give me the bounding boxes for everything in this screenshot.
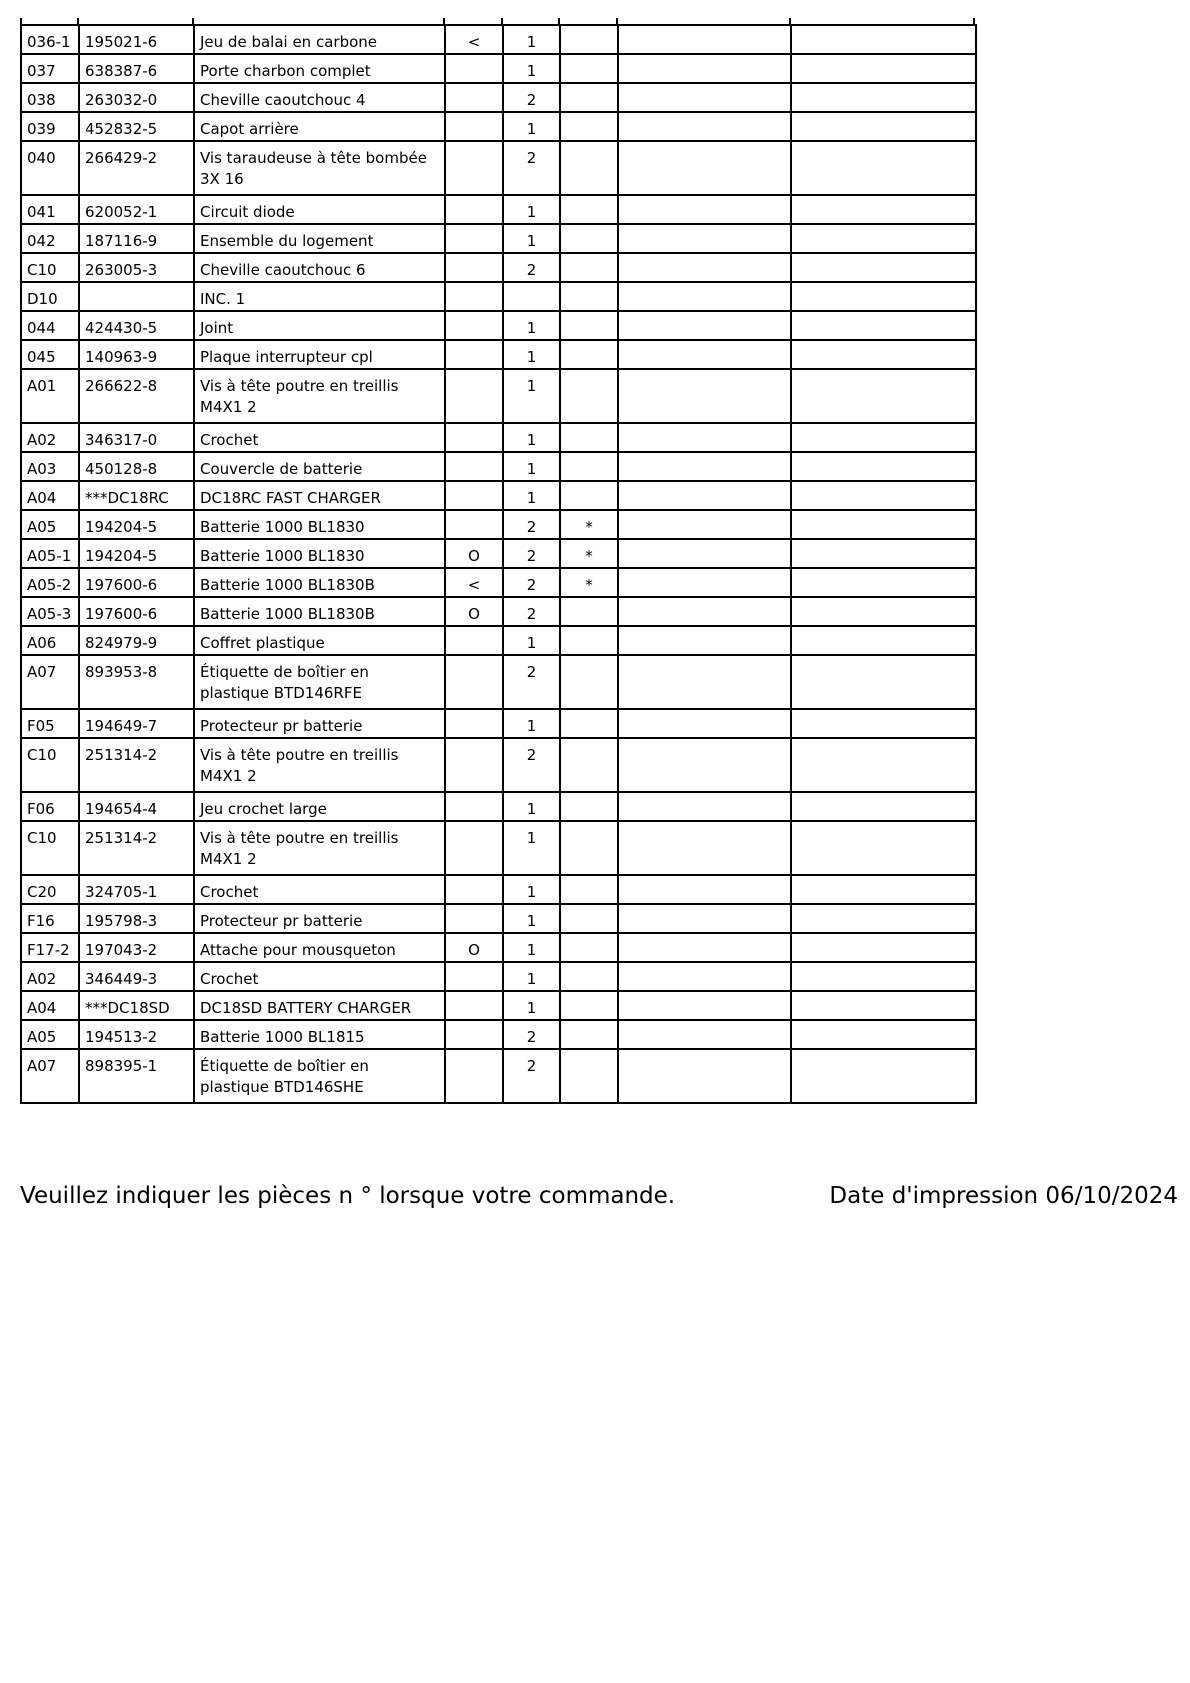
part-number-cell: 251314-2 — [79, 738, 194, 792]
blank-cell — [618, 311, 791, 340]
part-ref-cell: F17-2 — [21, 933, 79, 962]
part-note-cell — [560, 626, 618, 655]
part-quantity-cell: 2 — [503, 253, 560, 282]
parts-table-body — [21, 25, 976, 1103]
part-number-cell: 324705-1 — [79, 875, 194, 904]
blank-cell — [791, 510, 976, 539]
part-ref-cell: A03 — [21, 452, 79, 481]
blank-cell — [618, 510, 791, 539]
blank-cell — [791, 25, 976, 54]
part-number-cell: 263032-0 — [79, 83, 194, 112]
blank-cell — [791, 369, 976, 423]
part-number-cell: 194654-4 — [79, 792, 194, 821]
part-mark-cell — [445, 875, 503, 904]
part-description-cell: Vis à tête poutre en treillis M4X1 2 — [194, 738, 445, 792]
part-number-cell: 195021-6 — [79, 25, 194, 54]
blank-cell — [791, 821, 976, 875]
part-description-cell: DC18SD BATTERY CHARGER — [194, 991, 445, 1020]
part-number-cell: 197600-6 — [79, 568, 194, 597]
part-description-cell: Cheville caoutchouc 4 — [194, 83, 445, 112]
part-description-cell: Porte charbon complet — [194, 54, 445, 83]
part-number-cell: 266622-8 — [79, 369, 194, 423]
part-note-cell: * — [560, 539, 618, 568]
table-row — [21, 962, 976, 991]
part-quantity-cell: 1 — [503, 626, 560, 655]
part-number-cell: 195798-3 — [79, 904, 194, 933]
part-ref-cell: A07 — [21, 655, 79, 709]
part-mark-cell — [445, 1020, 503, 1049]
part-mark-cell — [445, 54, 503, 83]
table-row — [21, 112, 976, 141]
part-quantity-cell: 2 — [503, 738, 560, 792]
part-quantity-cell: 1 — [503, 340, 560, 369]
blank-cell — [618, 423, 791, 452]
part-description-cell: Protecteur pr batterie — [194, 709, 445, 738]
part-description-cell: Crochet — [194, 875, 445, 904]
table-row — [21, 224, 976, 253]
part-note-cell — [560, 738, 618, 792]
part-note-cell: * — [560, 510, 618, 539]
part-mark-cell — [445, 626, 503, 655]
part-quantity-cell — [503, 282, 560, 311]
part-mark-cell — [445, 962, 503, 991]
part-mark-cell — [445, 282, 503, 311]
part-mark-cell — [445, 253, 503, 282]
blank-cell — [791, 991, 976, 1020]
part-ref-cell: A05 — [21, 510, 79, 539]
part-note-cell — [560, 991, 618, 1020]
part-number-cell: 197600-6 — [79, 597, 194, 626]
table-row — [21, 1049, 976, 1103]
part-ref-cell: C20 — [21, 875, 79, 904]
table-row — [21, 991, 976, 1020]
blank-cell — [618, 54, 791, 83]
part-description-cell: Batterie 1000 BL1830B — [194, 568, 445, 597]
part-mark-cell — [445, 112, 503, 141]
part-quantity-cell: 1 — [503, 112, 560, 141]
part-quantity-cell: 2 — [503, 1020, 560, 1049]
part-number-cell: 266429-2 — [79, 141, 194, 195]
part-quantity-cell: 1 — [503, 25, 560, 54]
table-row — [21, 282, 976, 311]
part-mark-cell — [445, 821, 503, 875]
blank-cell — [618, 1020, 791, 1049]
blank-cell — [618, 112, 791, 141]
table-row — [21, 452, 976, 481]
part-mark-cell: < — [445, 568, 503, 597]
blank-cell — [618, 792, 791, 821]
part-note-cell — [560, 597, 618, 626]
part-note-cell — [560, 709, 618, 738]
part-description-cell: Étiquette de boîtier en plastique BTD146SHE — [194, 1049, 445, 1103]
part-description-cell: Cheville caoutchouc 6 — [194, 253, 445, 282]
part-description-cell: Vis à tête poutre en treillis M4X1 2 — [194, 369, 445, 423]
part-quantity-cell: 1 — [503, 962, 560, 991]
blank-cell — [618, 597, 791, 626]
part-number-cell: 197043-2 — [79, 933, 194, 962]
table-row — [21, 481, 976, 510]
part-description-cell: Étiquette de boîtier en plastique BTD146RFE — [194, 655, 445, 709]
table-row — [21, 141, 976, 195]
part-number-cell: 424430-5 — [79, 311, 194, 340]
part-number-cell: 194204-5 — [79, 539, 194, 568]
part-quantity-cell: 2 — [503, 83, 560, 112]
blank-cell — [618, 738, 791, 792]
part-ref-cell: D10 — [21, 282, 79, 311]
blank-cell — [618, 904, 791, 933]
part-number-cell: 824979-9 — [79, 626, 194, 655]
table-row — [21, 253, 976, 282]
part-number-cell: 140963-9 — [79, 340, 194, 369]
part-number-cell: 194513-2 — [79, 1020, 194, 1049]
part-number-cell: ***DC18SD — [79, 991, 194, 1020]
table-row — [21, 54, 976, 83]
part-description-cell: DC18RC FAST CHARGER — [194, 481, 445, 510]
blank-cell — [618, 481, 791, 510]
part-mark-cell — [445, 224, 503, 253]
part-quantity-cell: 1 — [503, 369, 560, 423]
table-row — [21, 568, 976, 597]
part-note-cell — [560, 83, 618, 112]
blank-cell — [791, 655, 976, 709]
blank-cell — [618, 962, 791, 991]
part-mark-cell: O — [445, 597, 503, 626]
part-note-cell — [560, 423, 618, 452]
blank-cell — [791, 597, 976, 626]
blank-cell — [791, 568, 976, 597]
table-row — [21, 340, 976, 369]
blank-cell — [618, 709, 791, 738]
part-quantity-cell: 1 — [503, 821, 560, 875]
part-note-cell — [560, 253, 618, 282]
blank-cell — [791, 141, 976, 195]
part-number-cell: 346449-3 — [79, 962, 194, 991]
part-ref-cell: A04 — [21, 481, 79, 510]
table-row — [21, 738, 976, 792]
part-ref-cell: 039 — [21, 112, 79, 141]
part-description-cell: INC. 1 — [194, 282, 445, 311]
part-ref-cell: A06 — [21, 626, 79, 655]
part-quantity-cell: 2 — [503, 597, 560, 626]
part-note-cell — [560, 141, 618, 195]
part-number-cell: 251314-2 — [79, 821, 194, 875]
part-mark-cell — [445, 423, 503, 452]
blank-cell — [791, 112, 976, 141]
blank-cell — [791, 904, 976, 933]
blank-cell — [618, 933, 791, 962]
blank-cell — [618, 875, 791, 904]
blank-cell — [618, 195, 791, 224]
blank-cell — [791, 738, 976, 792]
part-description-cell: Plaque interrupteur cpl — [194, 340, 445, 369]
part-ref-cell: C10 — [21, 821, 79, 875]
part-quantity-cell: 1 — [503, 933, 560, 962]
blank-cell — [791, 340, 976, 369]
part-number-cell: 194204-5 — [79, 510, 194, 539]
part-description-cell: Batterie 1000 BL1815 — [194, 1020, 445, 1049]
blank-cell — [618, 141, 791, 195]
part-note-cell — [560, 1049, 618, 1103]
part-ref-cell: A05 — [21, 1020, 79, 1049]
part-description-cell: Batterie 1000 BL1830 — [194, 510, 445, 539]
part-quantity-cell: 2 — [503, 539, 560, 568]
blank-cell — [618, 369, 791, 423]
part-description-cell: Capot arrière — [194, 112, 445, 141]
part-ref-cell: A04 — [21, 991, 79, 1020]
part-mark-cell — [445, 655, 503, 709]
part-quantity-cell: 1 — [503, 792, 560, 821]
part-mark-cell — [445, 141, 503, 195]
table-row — [21, 655, 976, 709]
blank-cell — [791, 875, 976, 904]
table-row — [21, 311, 976, 340]
blank-cell — [618, 568, 791, 597]
part-mark-cell — [445, 1049, 503, 1103]
table-row — [21, 83, 976, 112]
part-number-cell: 893953-8 — [79, 655, 194, 709]
print-date: Date d'impression 06/10/2024 — [829, 1183, 1178, 1209]
part-ref-cell: A05-3 — [21, 597, 79, 626]
blank-cell — [618, 282, 791, 311]
part-mark-cell: O — [445, 539, 503, 568]
blank-cell — [618, 1049, 791, 1103]
part-ref-cell: 044 — [21, 311, 79, 340]
part-description-cell: Crochet — [194, 423, 445, 452]
part-number-cell: 194649-7 — [79, 709, 194, 738]
table-row — [21, 821, 976, 875]
part-ref-cell: 041 — [21, 195, 79, 224]
part-mark-cell — [445, 738, 503, 792]
part-ref-cell: F16 — [21, 904, 79, 933]
blank-cell — [791, 1049, 976, 1103]
part-quantity-cell: 1 — [503, 875, 560, 904]
part-note-cell — [560, 112, 618, 141]
part-mark-cell — [445, 709, 503, 738]
part-number-cell: 450128-8 — [79, 452, 194, 481]
part-description-cell: Jeu de balai en carbone — [194, 25, 445, 54]
blank-cell — [791, 253, 976, 282]
part-quantity-cell: 1 — [503, 904, 560, 933]
parts-table — [20, 24, 977, 1104]
part-quantity-cell: 1 — [503, 195, 560, 224]
part-ref-cell: A07 — [21, 1049, 79, 1103]
part-note-cell — [560, 452, 618, 481]
part-ref-cell: 040 — [21, 141, 79, 195]
part-mark-cell — [445, 195, 503, 224]
part-description-cell: Couvercle de batterie — [194, 452, 445, 481]
blank-cell — [791, 224, 976, 253]
blank-cell — [618, 452, 791, 481]
part-ref-cell: 036-1 — [21, 25, 79, 54]
part-note-cell — [560, 224, 618, 253]
blank-cell — [791, 1020, 976, 1049]
part-description-cell: Joint — [194, 311, 445, 340]
part-note-cell — [560, 369, 618, 423]
table-row — [21, 423, 976, 452]
blank-cell — [618, 821, 791, 875]
blank-cell — [618, 224, 791, 253]
order-instruction-note: Veuillez indiquer les pièces n ° lorsque votre commande. — [20, 1183, 676, 1209]
part-number-cell: 620052-1 — [79, 195, 194, 224]
blank-cell — [791, 282, 976, 311]
blank-cell — [791, 423, 976, 452]
blank-cell — [791, 539, 976, 568]
blank-cell — [618, 655, 791, 709]
part-number-cell: 187116-9 — [79, 224, 194, 253]
table-row — [21, 933, 976, 962]
part-note-cell — [560, 340, 618, 369]
part-number-cell: 452832-5 — [79, 112, 194, 141]
part-description-cell: Protecteur pr batterie — [194, 904, 445, 933]
part-ref-cell: A05-1 — [21, 539, 79, 568]
part-description-cell: Batterie 1000 BL1830 — [194, 539, 445, 568]
blank-cell — [791, 54, 976, 83]
part-ref-cell: A02 — [21, 962, 79, 991]
blank-cell — [618, 253, 791, 282]
blank-cell — [791, 311, 976, 340]
part-note-cell — [560, 54, 618, 83]
part-mark-cell: < — [445, 25, 503, 54]
blank-cell — [791, 452, 976, 481]
part-ref-cell: C10 — [21, 738, 79, 792]
part-quantity-cell: 2 — [503, 141, 560, 195]
part-quantity-cell: 1 — [503, 452, 560, 481]
part-description-cell: Circuit diode — [194, 195, 445, 224]
part-note-cell — [560, 821, 618, 875]
table-row — [21, 195, 976, 224]
part-note-cell — [560, 311, 618, 340]
part-ref-cell: A05-2 — [21, 568, 79, 597]
blank-cell — [791, 83, 976, 112]
table-row — [21, 539, 976, 568]
part-number-cell: 346317-0 — [79, 423, 194, 452]
table-row — [21, 25, 976, 54]
part-note-cell — [560, 282, 618, 311]
part-number-cell: 898395-1 — [79, 1049, 194, 1103]
part-note-cell — [560, 655, 618, 709]
blank-cell — [791, 792, 976, 821]
table-row — [21, 792, 976, 821]
blank-cell — [618, 991, 791, 1020]
part-mark-cell — [445, 340, 503, 369]
part-note-cell — [560, 481, 618, 510]
blank-cell — [791, 195, 976, 224]
blank-cell — [618, 626, 791, 655]
table-row — [21, 626, 976, 655]
part-quantity-cell: 1 — [503, 709, 560, 738]
part-note-cell — [560, 933, 618, 962]
part-note-cell: * — [560, 568, 618, 597]
part-description-cell: Vis à tête poutre en treillis M4X1 2 — [194, 821, 445, 875]
part-mark-cell — [445, 510, 503, 539]
part-description-cell: Batterie 1000 BL1830B — [194, 597, 445, 626]
table-row — [21, 904, 976, 933]
part-mark-cell — [445, 904, 503, 933]
part-ref-cell: F06 — [21, 792, 79, 821]
part-mark-cell — [445, 452, 503, 481]
part-note-cell — [560, 1020, 618, 1049]
part-ref-cell: A01 — [21, 369, 79, 423]
part-note-cell — [560, 904, 618, 933]
part-quantity-cell: 2 — [503, 655, 560, 709]
part-ref-cell: C10 — [21, 253, 79, 282]
part-number-cell: 263005-3 — [79, 253, 194, 282]
part-mark-cell — [445, 481, 503, 510]
table-row — [21, 510, 976, 539]
part-quantity-cell: 1 — [503, 991, 560, 1020]
blank-cell — [791, 933, 976, 962]
part-quantity-cell: 2 — [503, 1049, 560, 1103]
part-ref-cell: A02 — [21, 423, 79, 452]
part-ref-cell: 038 — [21, 83, 79, 112]
table-row — [21, 369, 976, 423]
part-description-cell: Crochet — [194, 962, 445, 991]
table-row — [21, 597, 976, 626]
part-ref-cell: 045 — [21, 340, 79, 369]
part-quantity-cell: 1 — [503, 423, 560, 452]
part-description-cell: Attache pour mousqueton — [194, 933, 445, 962]
blank-cell — [791, 481, 976, 510]
part-quantity-cell: 1 — [503, 54, 560, 83]
part-ref-cell: F05 — [21, 709, 79, 738]
part-ref-cell: 042 — [21, 224, 79, 253]
part-note-cell — [560, 792, 618, 821]
part-note-cell — [560, 875, 618, 904]
part-number-cell: ***DC18RC — [79, 481, 194, 510]
part-mark-cell: O — [445, 933, 503, 962]
part-description-cell: Ensemble du logement — [194, 224, 445, 253]
part-description-cell: Vis taraudeuse à tête bombée 3X 16 — [194, 141, 445, 195]
part-note-cell — [560, 195, 618, 224]
blank-cell — [791, 709, 976, 738]
part-quantity-cell: 2 — [503, 510, 560, 539]
table-row — [21, 1020, 976, 1049]
part-note-cell — [560, 25, 618, 54]
blank-cell — [791, 962, 976, 991]
part-mark-cell — [445, 991, 503, 1020]
part-mark-cell — [445, 311, 503, 340]
part-mark-cell — [445, 792, 503, 821]
part-quantity-cell: 1 — [503, 481, 560, 510]
blank-cell — [618, 539, 791, 568]
part-quantity-cell: 2 — [503, 568, 560, 597]
blank-cell — [618, 25, 791, 54]
blank-cell — [618, 340, 791, 369]
part-ref-cell: 037 — [21, 54, 79, 83]
table-row — [21, 875, 976, 904]
part-quantity-cell: 1 — [503, 311, 560, 340]
part-description-cell: Coffret plastique — [194, 626, 445, 655]
part-note-cell — [560, 962, 618, 991]
part-number-cell — [79, 282, 194, 311]
blank-cell — [791, 626, 976, 655]
part-mark-cell — [445, 369, 503, 423]
blank-cell — [618, 83, 791, 112]
table-row — [21, 709, 976, 738]
part-quantity-cell: 1 — [503, 224, 560, 253]
part-number-cell: 638387-6 — [79, 54, 194, 83]
part-description-cell: Jeu crochet large — [194, 792, 445, 821]
part-mark-cell — [445, 83, 503, 112]
